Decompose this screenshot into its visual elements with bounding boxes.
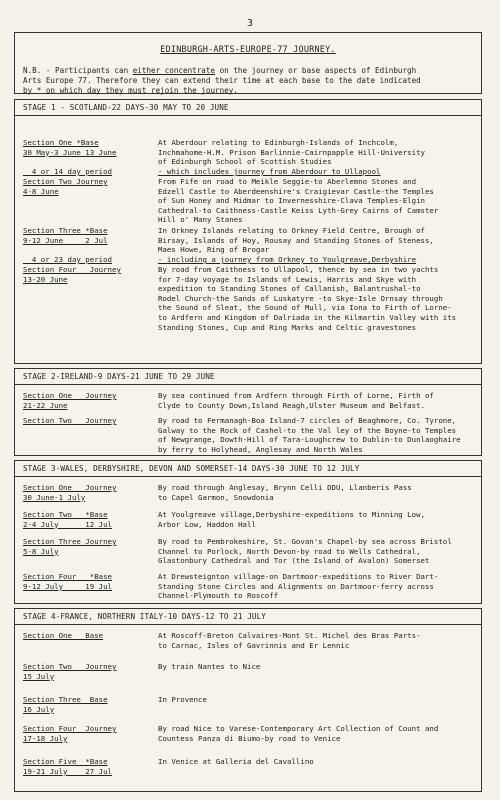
stage-4-title: STAGE 4-FRANCE, NORTHERN ITALY-10 DAYS-12 TO 21 JULY (15, 609, 481, 625)
stage-1-title: STAGE 1 - SCOTLAND-22 DAYS-30 MAY TO 20 JUNE (15, 100, 481, 116)
stage-1-box: STAGE 1 - SCOTLAND-22 DAYS-30 MAY TO 20 JUNE Section One *Base 30 May-3 June 13 June At Aberdour relating to Edinburgh-Islands of Inchcolm, Inchmahome-H.M. Prison Barlinnie-Cairnpapple Hill-University of Edinburgh School of Scottish Studies 4 or 14 day period - which includes journey from Aberdour to Ullapool Section Two Journey 4-8 June From Fife on road to Meikle Seggie-to Aberlemno Stones and Edzell Castle to Aberdeenshire's Craigievar Castle-the Temples of Sun Honey and Midmar to Invernesshire-Clava Temples-Elgin Cathedral-to Caithness-Castle Keiss Lyth-Grey Cairns of Camster Hill o' Many Stanes Section Three *Base 9-12 June 2 Jul In Orkney Islands relating to Orkney Field Centre, Brough of Birsay, Islands of Hoy, Rousay and Standing Stones of Steness, Maes Howe, Ring of Brogar 4 or 23 day period - including a journey from Orkney to Youlgreave,Derbyshire Section Four Journey 13-20 June By road from Caithness to Ullapool, thence by sea in two yachts for 7-day voyage to Islands of Lewis, Harris and Skye with expedition to Standing Stones of Callanish, Balantrushal-to Rodel Church-the Sands of Luskatyre -to Skye-Isle Ornsay through the Sound of Sleat, the Sound of Mull, via Iona to Firth of Lorne- to Ardfern and Kingdom of Dalriada in the Kilmartin Valley with its Standing Stones, Cup and Ring Marks and Celtic gravestones (14, 99, 482, 364)
page-number: 3 (246, 18, 254, 29)
header-box (14, 32, 482, 94)
stage-2-title: STAGE 2-IRELAND-9 DAYS-21 JUNE TO 29 JUNE (15, 369, 481, 385)
stage-4-box: STAGE 4-FRANCE, NORTHERN ITALY-10 DAYS-12 TO 21 JULY Section One Base At Roscoff-Breton Calvaires-Mont St. Michel des Bras Parts- to Carnac, Isles of Gavrinnis and Er Lennic Section Two Journey 15 July By train Nantes to Nice Section Three Base 16 July In Provence Section Four Journey 17-18 July By road Nice to Varese-Contemporary Art Collection of Count and Countess Panza di Biumo-by road to Venice Section Five *Base 19-21 July 27 Jul In Venice at Galleria del Cavallino (14, 608, 482, 792)
stage-3-box: STAGE 3-WALES, DERBYSHIRE, DEVON AND SOMERSET-14 DAYS-30 JUNE TO 12 JULY Section One Journey 30 June-1 July By road through Anglesay, Brynn Celli DDU, Llanberis Pass to Capel Garmon, Snowdonia Section Two *Base 2-4 July 12 Jul At Youlgreave village,Derbyshire-expeditions to Minning Low, Arbor Low, Haddon Hall Section Three Journey 5-8 July By road to Pembrokeshire, St. Govan's Chapel-by sea across Bristol Channel to Porlock, North Devon-by road to Wells Cathedral, Glastonbury Cathedral and Tor (the Island of Avalon) Somerset Section Four *Base 9-12 July 19 Jul At Drewsteignton village-on Dartmoor-expeditions to River Dart- Standing Stone Circles and Alignments on Dartmoor-ferry across Channel-Plymouth to Roscoff (14, 460, 482, 604)
stage-2-box: STAGE 2-IRELAND-9 DAYS-21 JUNE TO 29 JUNE Section One Journey 21-22 June By sea continued from Ardfern through Firth of Lorne, Firth of Clyde to County Down,Island Reagh,Ulster Museum and Belfast. Section Two Journey By road to Fermanagh-Boa Island-7 circles of Beaghmore, Co. Tyrone, Galway to the Rock of Cashel-to the Val ley of the Boyne-to Temples of Newgrange, Dowth-Hill of Tara-Loughcrew to Dublin-to Dunlaoghaire by ferry to Holyhead, Anglesay and North Wales (14, 368, 482, 456)
header-note: N.B. - Participants can either concentrate on the journey or base aspects of Edinburgh Arts Europe 77. Therefore they can extend their time at each base to the date indicated by * on which day they must rejoin the journey. (23, 66, 421, 95)
document-title: EDINBURGH-ARTS-EUROPE-77 JOURNEY. (160, 45, 336, 55)
stage-3-title: STAGE 3-WALES, DERBYSHIRE, DEVON AND SOMERSET-14 DAYS-30 JUNE TO 12 JULY (15, 461, 481, 477)
